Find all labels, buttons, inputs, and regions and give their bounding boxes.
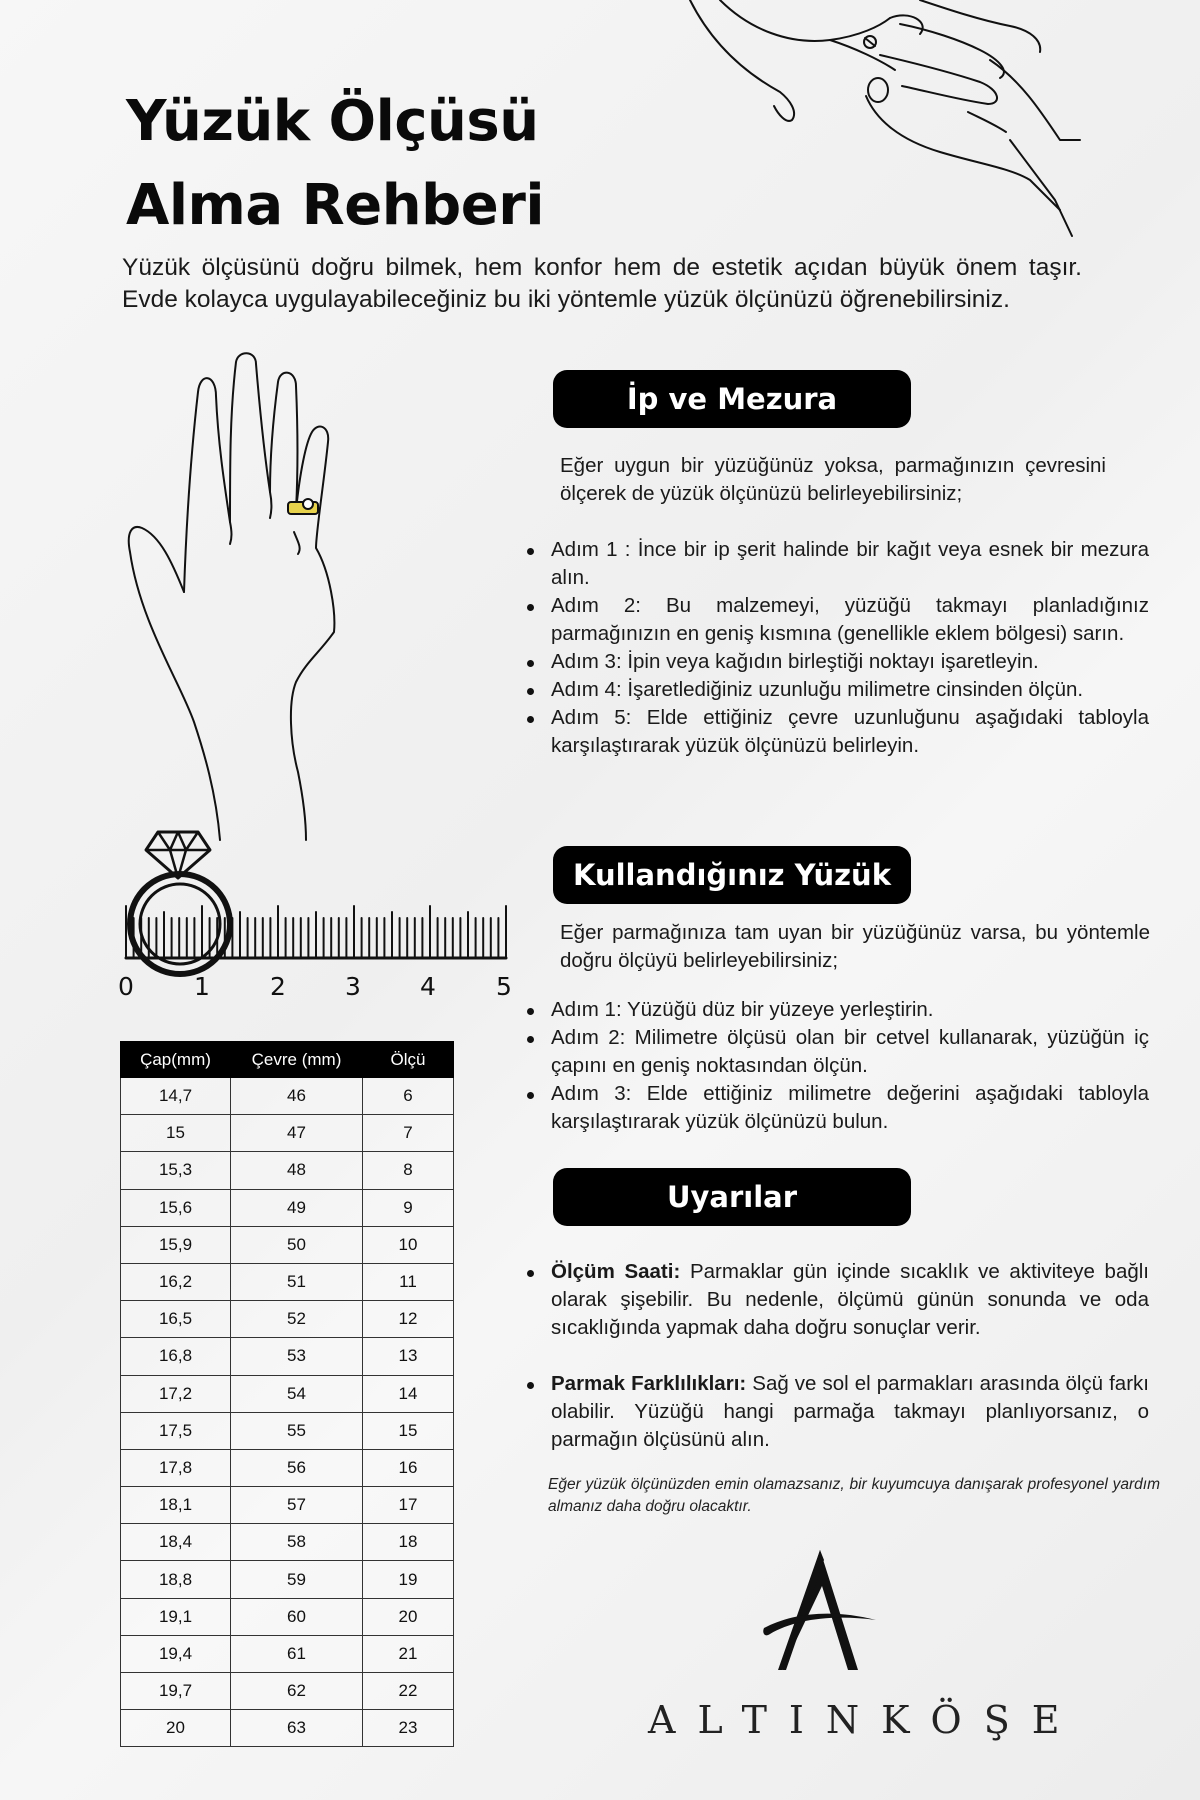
table-row <box>121 1375 454 1412</box>
method2-step: Adım 2: Milimetre ölçüsü olan bir cetvel kullanarak, yüzüğün iç çapını en geniş noktasından ölçün. <box>525 1024 1149 1080</box>
cell-diameter: 19,4 <box>121 1635 231 1672</box>
cell-circumference: 48 <box>231 1152 363 1189</box>
method2-description: Eğer parmağınıza tam uyan bir yüzüğünüz varsa, bu yöntemle doğru ölçüyü belirleyebilirsiniz; <box>560 921 1150 972</box>
cell-diameter: 17,2 <box>121 1375 231 1412</box>
cell-circumference: 57 <box>231 1487 363 1524</box>
method1-description: Eğer uygun bir yüzüğünüz yoksa, parmağınızın çevresini ölçerek de yüzük ölçünüzü belirleyebilirsiniz; <box>560 454 1106 505</box>
warnings-heading: Uyarılar <box>553 1168 911 1226</box>
hands-ring-illustration <box>680 0 1100 240</box>
ring-on-ruler-illustration <box>118 828 518 978</box>
cell-diameter: 18,8 <box>121 1561 231 1598</box>
cell-circumference: 56 <box>231 1449 363 1486</box>
header-circumference: Çevre (mm) <box>231 1042 363 1078</box>
method1-step: Adım 5: Elde ettiğiniz çevre uzunluğunu aşağıdaki tabloyla karşılaştırarak yüzük ölçünüzü belirleyin. <box>525 704 1149 760</box>
table-row <box>121 1635 454 1672</box>
ruler-label: 1 <box>194 972 210 1001</box>
table-row <box>121 1598 454 1635</box>
cell-diameter: 20 <box>121 1710 231 1747</box>
cell-size: 19 <box>363 1561 454 1598</box>
cell-circumference: 49 <box>231 1189 363 1226</box>
page-title <box>126 80 646 248</box>
table-row <box>121 1301 454 1338</box>
warning-text: Sağ ve sol el parmakları arasında ölçü farkı olabilir. Yüzüğü hangi parmağa takmayı planlıyorsanız, o parmağın ölçüsünü alın. <box>551 1372 1149 1451</box>
cell-size: 14 <box>363 1375 454 1412</box>
cell-circumference: 55 <box>231 1412 363 1449</box>
cell-diameter: 18,4 <box>121 1524 231 1561</box>
brand-monogram-letter: A <box>760 1533 771 1550</box>
cell-diameter: 17,5 <box>121 1412 231 1449</box>
ruler-label: 5 <box>496 972 512 1001</box>
table-row <box>121 1449 454 1486</box>
advice-note: Eğer yüzük ölçünüzden emin olamazsanız, bir kuyumcuya danışarak profesyonel yardım almanız daha doğru olacaktır. <box>548 1476 1160 1515</box>
table-row <box>121 1673 454 1710</box>
cell-circumference: 60 <box>231 1598 363 1635</box>
cell-size: 9 <box>363 1189 454 1226</box>
cell-size: 22 <box>363 1673 454 1710</box>
cell-diameter: 16,5 <box>121 1301 231 1338</box>
cell-circumference: 50 <box>231 1226 363 1263</box>
table-row <box>121 1338 454 1375</box>
table-row <box>121 1189 454 1226</box>
brand-monogram-logo <box>760 1533 880 1676</box>
cell-circumference: 63 <box>231 1710 363 1747</box>
method1-step: Adım 3: İpin veya kağıdın birleştiği noktayı işaretleyin. <box>525 648 1149 676</box>
cell-size: 6 <box>363 1078 454 1115</box>
cell-diameter: 15,6 <box>121 1189 231 1226</box>
method2-heading: Kullandığınız Yüzük <box>553 846 911 904</box>
cell-size: 17 <box>363 1487 454 1524</box>
cell-size: 11 <box>363 1263 454 1300</box>
cell-size: 10 <box>363 1226 454 1263</box>
table-row <box>121 1152 454 1189</box>
warnings-list <box>525 1258 1149 1454</box>
warning-item <box>525 1258 1149 1342</box>
table-row <box>121 1226 454 1263</box>
method1-heading: İp ve Mezura <box>553 370 911 428</box>
warning-label: Parmak Farklılıkları: <box>551 1372 747 1395</box>
cell-size: 15 <box>363 1412 454 1449</box>
cell-size: 12 <box>363 1301 454 1338</box>
table-row <box>121 1115 454 1152</box>
cell-diameter: 17,8 <box>121 1449 231 1486</box>
cell-diameter: 19,7 <box>121 1673 231 1710</box>
cell-diameter: 18,1 <box>121 1487 231 1524</box>
method1-step: Adım 4: İşaretlediğiniz uzunluğu milimetre cinsinden ölçün. <box>525 676 1149 704</box>
method1-steps <box>525 536 1149 760</box>
header-size: Ölçü <box>363 1042 454 1078</box>
method1-step: Adım 1 : İnce bir ip şerit halinde bir kağıt veya esnek bir mezura alın. <box>525 536 1149 592</box>
cell-diameter: 16,2 <box>121 1263 231 1300</box>
cell-circumference: 51 <box>231 1263 363 1300</box>
table-row <box>121 1078 454 1115</box>
method1-step: Adım 2: Bu malzemeyi, yüzüğü takmayı planladığınız parmağınızın en geniş kısmına (genellikle eklem bölgesi) sarın. <box>525 592 1149 648</box>
cell-circumference: 58 <box>231 1524 363 1561</box>
cell-diameter: 15 <box>121 1115 231 1152</box>
cell-circumference: 61 <box>231 1635 363 1672</box>
warning-text: Parmaklar gün içinde sıcaklık ve aktiviteye bağlı olarak şişebilir. Bu nedenle, ölçümü günün sonunda ve oda sıcaklığında yapmak daha doğru sonuçlar verir. <box>551 1260 1149 1339</box>
cell-diameter: 15,3 <box>121 1152 231 1189</box>
ruler-label: 4 <box>420 972 436 1001</box>
warning-item <box>525 1370 1149 1454</box>
cell-size: 23 <box>363 1710 454 1747</box>
cell-size: 7 <box>363 1115 454 1152</box>
cell-circumference: 47 <box>231 1115 363 1152</box>
method2-step: Adım 1: Yüzüğü düz bir yüzeye yerleştirin. <box>525 996 1149 1024</box>
cell-circumference: 52 <box>231 1301 363 1338</box>
table-row <box>121 1487 454 1524</box>
cell-size: 18 <box>363 1524 454 1561</box>
table-row <box>121 1263 454 1300</box>
cell-circumference: 54 <box>231 1375 363 1412</box>
cell-size: 16 <box>363 1449 454 1486</box>
cell-circumference: 59 <box>231 1561 363 1598</box>
cell-size: 13 <box>363 1338 454 1375</box>
cell-diameter: 16,8 <box>121 1338 231 1375</box>
cell-diameter: 19,1 <box>121 1598 231 1635</box>
table-row <box>121 1561 454 1598</box>
ring-size-table <box>120 1041 454 1747</box>
cell-diameter: 14,7 <box>121 1078 231 1115</box>
cell-diameter: 15,9 <box>121 1226 231 1263</box>
table-row <box>121 1524 454 1561</box>
cell-circumference: 53 <box>231 1338 363 1375</box>
ruler-label: 2 <box>270 972 286 1001</box>
ruler-label: 0 <box>118 972 134 1001</box>
table-body <box>121 1078 454 1747</box>
hand-with-ring-illustration <box>120 352 380 842</box>
table-row <box>121 1710 454 1747</box>
brand-name: ALTINKÖŞE <box>648 1698 1082 1742</box>
header-diameter: Çap(mm) <box>121 1042 231 1078</box>
intro-paragraph: Yüzük ölçüsünü doğru bilmek, hem konfor hem de estetik açıdan büyük önem taşır. Evde kolayca uygulayabileceğiniz bu iki yöntemle yüzük ölçünüzü öğrenebilirsiniz. <box>122 254 1082 313</box>
cell-size: 8 <box>363 1152 454 1189</box>
warning-label: Ölçüm Saati: <box>551 1260 681 1283</box>
cell-size: 21 <box>363 1635 454 1672</box>
cell-size: 20 <box>363 1598 454 1635</box>
method2-step: Adım 3: Elde ettiğiniz milimetre değerini aşağıdaki tabloyla karşılaştırarak yüzük ölçünüzü bulun. <box>525 1080 1149 1136</box>
table-row <box>121 1412 454 1449</box>
table-header-row <box>121 1042 454 1078</box>
ruler-label: 3 <box>345 972 361 1001</box>
cell-circumference: 62 <box>231 1673 363 1710</box>
title-line-1: Yüzük Ölçüsü <box>126 89 539 154</box>
method2-steps <box>525 996 1149 1136</box>
cell-circumference: 46 <box>231 1078 363 1115</box>
title-line-2: Alma Rehberi <box>126 173 545 238</box>
